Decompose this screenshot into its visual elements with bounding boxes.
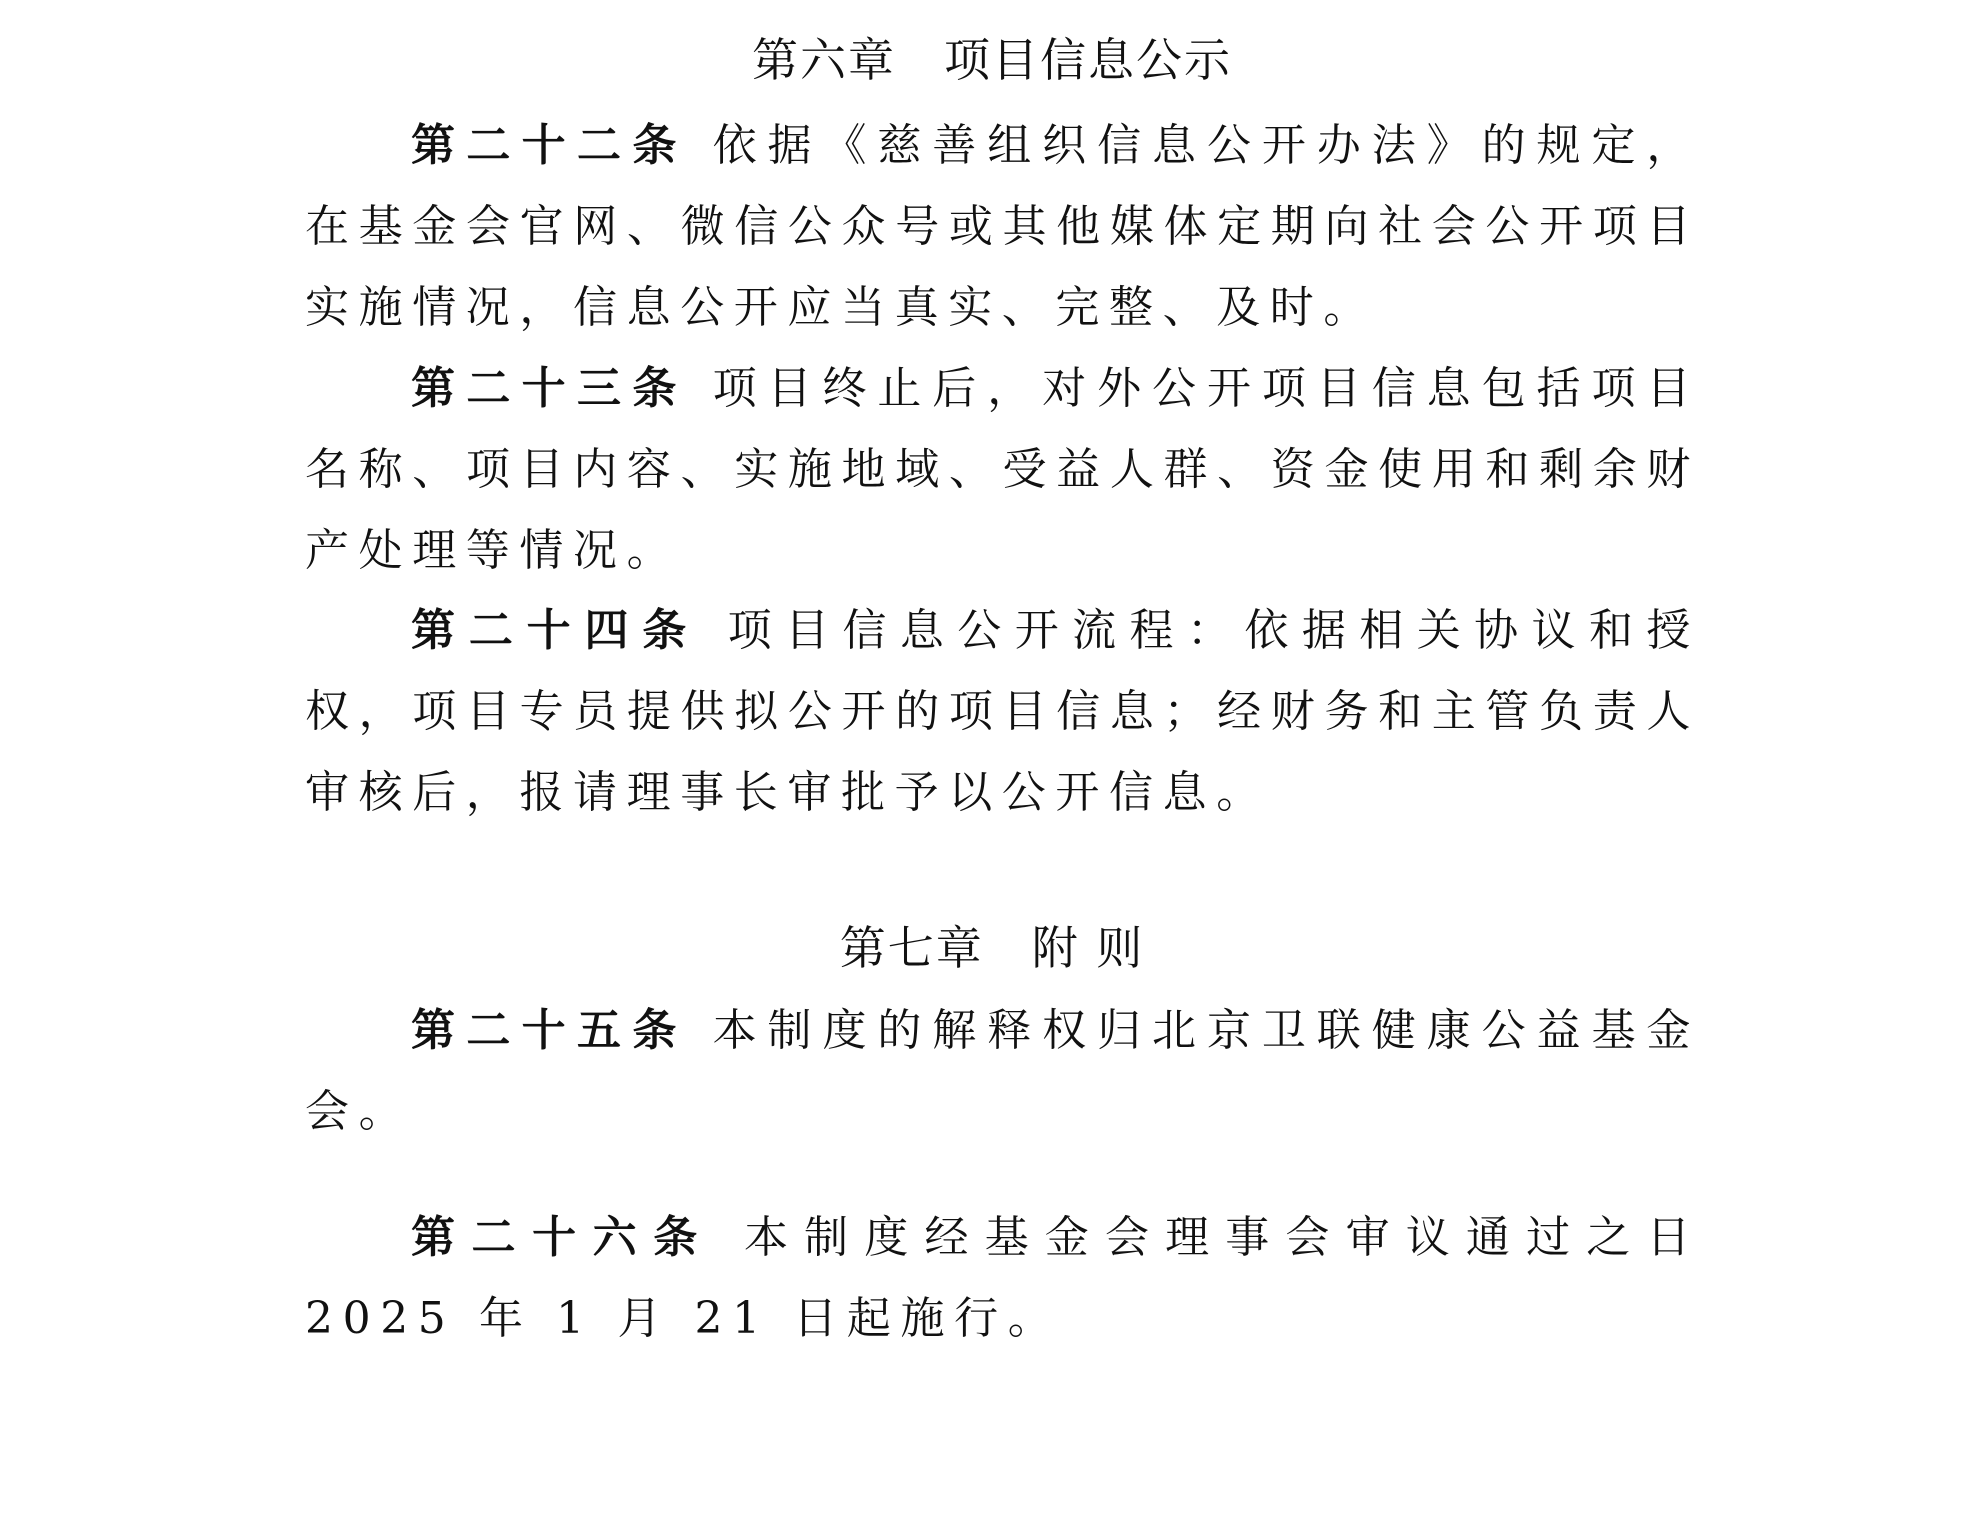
chapter-6-heading: 第六章 项目信息公示 [752,33,1232,87]
article-22-text: 依据《慈善组织信息公开办法》的规定，在基金会官网、微信公众号或其他媒体定期向社会公开项目实施情况，信息公开应当真实、完整、及时。 [305,120,1700,333]
chapter-7-heading: 第七章 附 则 [839,921,1145,975]
article-26 [305,1197,1700,1359]
article-25-number: 第二十五条 [411,1005,688,1056]
article-23-number: 第二十三条 [411,363,688,414]
article-23 [305,348,1700,591]
article-22 [305,105,1700,348]
article-25-text: 本制度的解释权归北京卫联健康公益基金会。 [305,1005,1700,1137]
article-25 [305,990,1700,1152]
article-22-number: 第二十二条 [411,120,688,171]
article-24 [305,590,1700,833]
article-23-text: 项目终止后，对外公开项目信息包括项目名称、项目内容、实施地域、受益人群、资金使用和剩余财产处理等情况。 [305,363,1700,576]
article-24-text: 项目信息公开流程：依据相关协议和授权，项目专员提供拟公开的项目信息；经财务和主管负责人审核后，报请理事长审批予以公开信息。 [305,605,1700,818]
article-26-number: 第二十六条 [411,1212,714,1263]
article-26-text: 本制度经基金会理事会审议通过之日 2025 年 1 月 21 日起施行。 [305,1212,1700,1344]
article-24-number: 第二十四条 [411,605,701,656]
